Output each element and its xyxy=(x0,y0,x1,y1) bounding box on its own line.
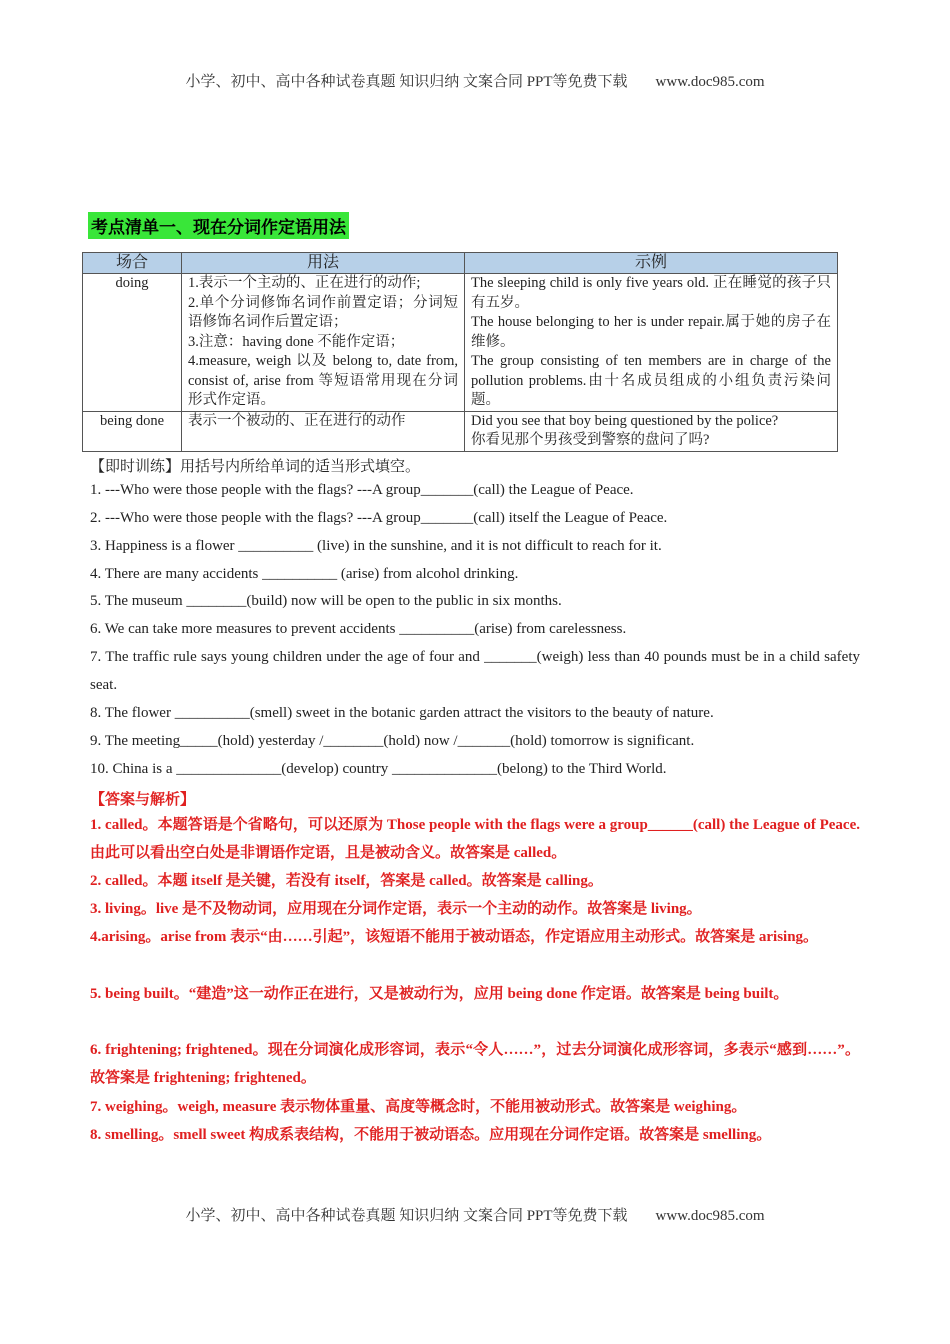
example-line: 你看见那个男孩受到警察的盘问了吗? xyxy=(471,432,710,448)
page-header xyxy=(0,70,950,91)
question-item: 9. The meeting_____(hold) yesterday /________(hold) now /_______(hold) tomorrow is significant. xyxy=(90,733,695,749)
question-item: 3. Happiness is a flower __________ (live) in the sunshine, and it is not difficult to reach for it. xyxy=(90,538,662,554)
answer-item: 3. living。live 是不及物动词，应用现在分词作定语，表示一个主动的动作。故答案是 living。 xyxy=(90,901,702,917)
header-occasion: 场合 xyxy=(83,253,182,274)
answer-item: 8. smelling。smell sweet 构成系表结构，不能用于被动语态。应用现在分词作定语。故答案是 smelling。 xyxy=(90,1127,772,1143)
answer-item: 1. called。本题答语是个省略句，可以还原为 Those people with the flags were a group______(call) the League of Peace. 由此可以看出空白处是非谓语作定语，且是被动含义。故答案是 called。 xyxy=(90,817,860,861)
header-usage: 用法 xyxy=(182,253,465,274)
example-cell xyxy=(465,274,838,412)
footer-text: 小学、初中、高中各种试卷真题 知识归纳 文案合同 PPT等免费下载 xyxy=(185,1208,628,1224)
table-row xyxy=(83,411,838,451)
usage-cell xyxy=(182,274,465,412)
example-line: The house belonging to her is under repair.属于她的房子在维修。 xyxy=(471,314,831,350)
question-item: 1. ---Who were those people with the flags? ---A group_______(call) the League of Peace. xyxy=(90,482,634,498)
header-example: 示例 xyxy=(465,253,838,274)
question-item: 10. China is a ______________(develop) country ______________(belong) to the Third World. xyxy=(90,761,667,777)
usage-cell xyxy=(182,411,465,451)
table-row xyxy=(83,274,838,412)
example-line: Did you see that boy being questioned by the police? xyxy=(471,412,779,429)
header-site-link[interactable]: www.doc985.com xyxy=(655,74,765,90)
question-item: 5. The museum ________(build) now will be open to the public in six months. xyxy=(90,593,562,609)
occasion-cell: doing xyxy=(83,274,182,412)
question-item: 6. We can take more measures to prevent accidents __________(arise) from carelessness. xyxy=(90,621,627,637)
section-title: 考点清单一、现在分词作定语用法 xyxy=(88,212,349,239)
occasion-cell: being done xyxy=(83,411,182,451)
page-footer xyxy=(0,1204,950,1225)
question-item: 8. The flower __________(smell) sweet in the botanic garden attract the visitors to the beauty of nature. xyxy=(90,705,714,721)
answer-item: 5. being built。“建造”这一动作正在进行，又是被动行为，应用 being done 作定语。故答案是 being built。 xyxy=(90,986,789,1002)
grammar-table xyxy=(82,252,838,452)
usage-line: 3.注意：having done 不能作定语； xyxy=(188,333,405,350)
answers-title: 【答案与解析】 xyxy=(90,792,196,808)
answer-item: 2. called。本题 itself 是关键，若没有 itself，答案是 called。故答案是 calling。 xyxy=(90,873,603,889)
usage-line: 1.表示一个主动的、正在进行的动作; xyxy=(188,275,421,291)
usage-line: 2.单个分词修饰名词作前置定语；分词短语修饰名词作后置定语； xyxy=(188,294,458,330)
example-line: The group consisting of ten members are in charge of the pollution problems.由十名成员组成的小组负责污染问题。 xyxy=(471,353,831,408)
example-line: The sleeping child is only five years old. 正在睡觉的孩子只有五岁。 xyxy=(471,275,831,311)
usage-line: 4.measure, weigh 以及 belong to, date from, consist of, arise from 等短语常用现在分词形式作定语。 xyxy=(188,353,458,408)
question-item: 2. ---Who were those people with the flags? ---A group_______(call) itself the League of Peace. xyxy=(90,510,668,526)
question-item: 7. The traffic rule says young children under the age of four and _______(weigh) less than 40 pounds must be in a child safety seat. xyxy=(90,649,860,693)
header-text: 小学、初中、高中各种试卷真题 知识归纳 文案合同 PPT等免费下载 xyxy=(185,74,628,90)
answer-item: 7. weighing。weigh, measure 表示物体重量、高度等概念时，不能用被动形式。故答案是 weighing。 xyxy=(90,1099,747,1115)
usage-line: 表示一个被动的、正在进行的动作 xyxy=(188,412,406,429)
question-item: 4. There are many accidents __________ (arise) from alcohol drinking. xyxy=(90,566,519,582)
answer-item: 6. frightening; frightened。现在分词演化成形容词，表示“令人……”，过去分词演化成形容词，多表示“感到……”。故答案是 frightening; frightened。 xyxy=(90,1042,860,1086)
answer-item: 4.arising。arise from 表示“由……引起”，该短语不能用于被动语态，作定语应用主动形式。故答案是 arising。 xyxy=(90,929,819,945)
table-header-row xyxy=(83,253,838,274)
example-cell xyxy=(465,411,838,451)
exercise-title: 【即时训练】用括号内所给单词的适当形式填空。 xyxy=(90,459,421,475)
footer-site-link[interactable]: www.doc985.com xyxy=(655,1208,765,1224)
